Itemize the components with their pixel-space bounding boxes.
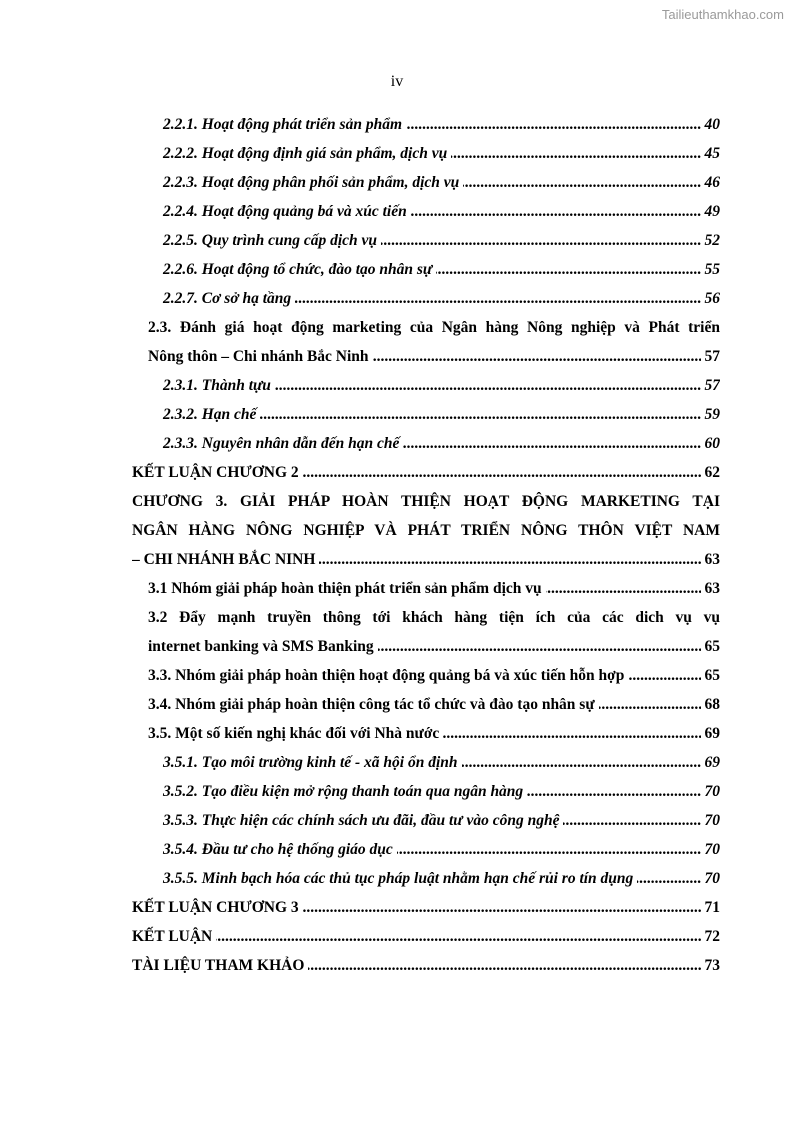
toc-entry[interactable] — [132, 255, 720, 284]
page-number: iv — [390, 73, 404, 90]
toc-entry-page: 40 — [704, 110, 721, 139]
toc-entry-title: 3.3. Nhóm giải pháp hoàn thiện hoạt động quảng bá và xúc tiến hỗn hợp — [148, 667, 628, 684]
toc-entry[interactable] — [132, 574, 720, 603]
toc-entry-title: 2.3.2. Hạn chế — [163, 406, 260, 423]
toc-entry[interactable] — [132, 864, 720, 893]
toc-entry-page: 57 — [704, 342, 721, 371]
toc-entry[interactable] — [132, 690, 720, 719]
toc-entry-page: 59 — [704, 400, 721, 429]
toc-entry[interactable] — [132, 139, 720, 168]
toc-entry-title: 2.3.1. Thành tựu — [163, 377, 275, 394]
toc-entry[interactable] — [132, 110, 720, 139]
toc-entry[interactable] — [132, 197, 720, 226]
toc-entry-title: – CHI NHÁNH BẮC NINH — [132, 551, 319, 568]
toc-entry-title: 3.5.3. Thực hiện các chính sách ưu đãi, đầu tư vào công nghệ — [163, 812, 563, 829]
toc-entry-title: 2.3.3. Nguyên nhân dẫn đến hạn chế — [163, 435, 403, 452]
toc-entry-title: 3.5.5. Minh bạch hóa các thủ tục pháp luật nhằm hạn chế rủi ro tín dụng — [163, 870, 637, 887]
toc-entry-page: 57 — [704, 371, 721, 400]
toc-entry-title: 3.5. Một số kiến nghị khác đối với Nhà nước — [148, 725, 443, 742]
toc-entry-page: 45 — [704, 139, 721, 168]
toc-entry-page: 73 — [704, 951, 721, 980]
toc-entry-page: 65 — [704, 661, 721, 690]
toc-entry[interactable] — [132, 632, 720, 661]
toc-entry-title: 2.2.5. Quy trình cung cấp dịch vụ — [163, 232, 381, 249]
toc-entry-title: KẾT LUẬN CHƯƠNG 2 — [132, 464, 303, 481]
toc-entry-title: 2.2.2. Hoạt động định giá sản phẩm, dịch vụ — [163, 145, 451, 162]
toc-entry-title: internet banking và SMS Banking — [148, 638, 378, 655]
toc-entry[interactable] — [132, 748, 720, 777]
toc-entry-title: 2.2.1. Hoạt động phát triển sản phẩm — [163, 116, 406, 133]
toc-entry[interactable] — [132, 835, 720, 864]
toc-entry-title: 3.4. Nhóm giải pháp hoàn thiện công tác tổ chức và đào tạo nhân sự — [148, 696, 599, 713]
toc-entry[interactable] — [132, 400, 720, 429]
toc-entry-page: 70 — [704, 835, 721, 864]
toc-entry[interactable] — [132, 458, 720, 487]
toc-entry-title: 3.5.4. Đầu tư cho hệ thống giáo dục — [163, 841, 397, 858]
toc-entry[interactable] — [132, 661, 720, 690]
watermark: Tailieuthamkhao.com — [661, 7, 784, 22]
toc-entry-page: 49 — [704, 197, 721, 226]
toc-entry-heading-line[interactable]: NGÂN HÀNG NÔNG NGHIỆP VÀ PHÁT TRIỂN NÔNG THÔN VIỆT NAM — [132, 522, 720, 539]
toc-entry-page: 69 — [704, 748, 721, 777]
toc-entry[interactable] — [132, 342, 720, 371]
toc-entry-title: 2.2.3. Hoạt động phân phối sản phẩm, dịch vụ — [163, 174, 463, 191]
toc-entry-title: 3.5.2. Tạo điều kiện mở rộng thanh toán qua ngân hàng — [163, 783, 527, 800]
toc-entry-title: 2.2.7. Cơ sở hạ tầng — [163, 290, 295, 307]
toc-entry[interactable] — [132, 371, 720, 400]
toc-entry-title: 2.2.4. Hoạt động quảng bá và xúc tiến — [163, 203, 411, 220]
toc-entry-page: 60 — [704, 429, 721, 458]
toc-entry-title: 2.2.6. Hoạt động tổ chức, đào tạo nhân sự — [163, 261, 436, 278]
toc-entry-page: 63 — [704, 574, 721, 603]
toc-entry-page: 72 — [704, 922, 721, 951]
toc-entry-page: 68 — [704, 690, 721, 719]
toc-entry-page: 70 — [704, 864, 721, 893]
toc-entry-title: KẾT LUẬN CHƯƠNG 3 — [132, 899, 303, 916]
toc-entry-page: 70 — [704, 777, 721, 806]
toc-entry-page: 62 — [704, 458, 721, 487]
toc-entry-page: 69 — [704, 719, 721, 748]
toc-entry-page: 65 — [704, 632, 721, 661]
toc-entry[interactable] — [132, 777, 720, 806]
toc-entry[interactable] — [132, 545, 720, 574]
toc-entry[interactable] — [132, 284, 720, 313]
toc-entry[interactable] — [132, 893, 720, 922]
toc-entry-page: 46 — [704, 168, 721, 197]
toc-entry-heading-line[interactable]: 2.3. Đánh giá hoạt động marketing của Ngân hàng Nông nghiệp và Phát triển — [148, 319, 720, 336]
toc-entry[interactable] — [132, 429, 720, 458]
toc-entry-title: Nông thôn – Chi nhánh Bắc Ninh — [148, 348, 373, 365]
toc-entry[interactable] — [132, 951, 720, 980]
toc-entry-page: 70 — [704, 806, 721, 835]
toc-entry[interactable] — [132, 719, 720, 748]
toc-entry-page: 56 — [704, 284, 721, 313]
toc-entry[interactable] — [132, 922, 720, 951]
toc-entry-heading-line[interactable]: CHƯƠNG 3. GIẢI PHÁP HOÀN THIỆN HOẠT ĐỘNG MARKETING TẠI — [132, 493, 720, 510]
toc-entry-title: 3.5.1. Tạo môi trường kinh tế - xã hội ổn định — [163, 754, 462, 771]
toc-entry[interactable] — [132, 806, 720, 835]
toc-entry[interactable] — [132, 168, 720, 197]
toc-entry-page: 55 — [704, 255, 721, 284]
toc-entry-page: 71 — [704, 893, 721, 922]
toc-entry-page: 52 — [704, 226, 721, 255]
toc-entry[interactable] — [132, 226, 720, 255]
toc-entry-page: 63 — [704, 545, 721, 574]
table-of-contents — [132, 110, 720, 980]
toc-entry-heading-line[interactable]: 3.2 Đẩy mạnh truyền thông tới khách hàng tiện ích của các dich vụ vụ — [148, 609, 720, 626]
toc-entry-title: 3.1 Nhóm giải pháp hoàn thiện phát triển sản phẩm dịch vụ — [148, 580, 546, 597]
toc-entry-title: KẾT LUẬN — [132, 928, 216, 945]
toc-entry-title: TÀI LIỆU THAM KHẢO — [132, 957, 308, 974]
